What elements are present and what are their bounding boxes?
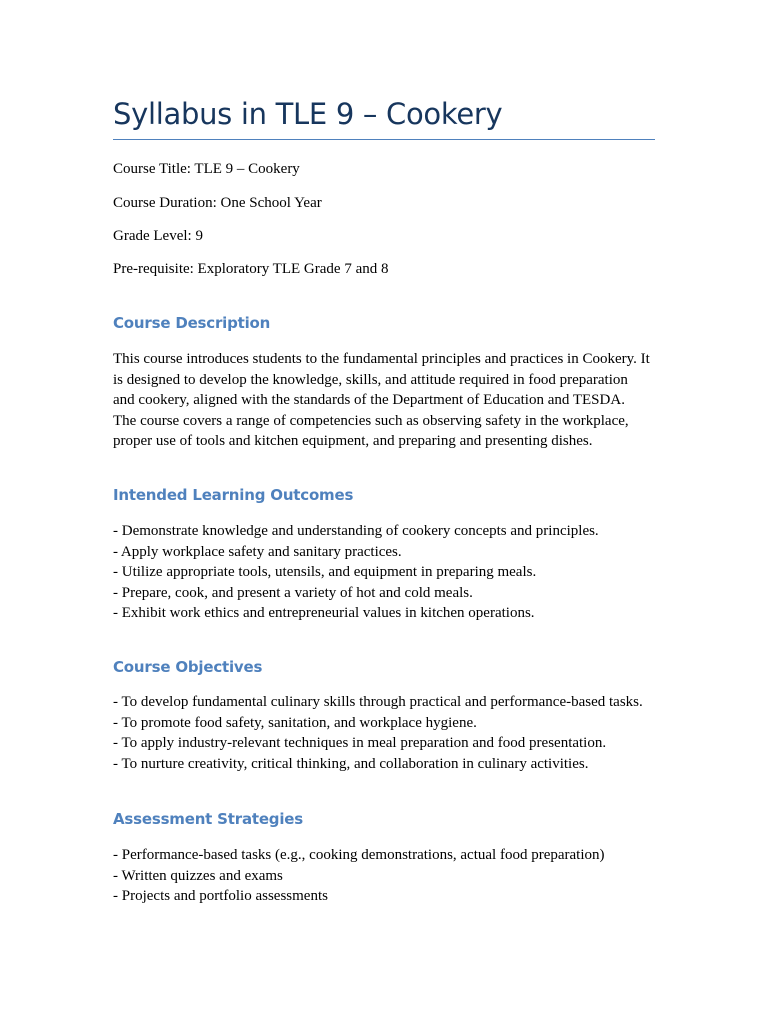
list-item: - Performance-based tasks (e.g., cooking demonstrations, actual food preparation) [113,847,605,863]
description-line: proper use of tools and kitchen equipment, and preparing and presenting dishes. [113,433,593,449]
learning-outcomes-list [113,521,599,624]
list-item: - Demonstrate knowledge and understanding of cookery concepts and principles. [113,523,599,539]
list-item: - Apply workplace safety and sanitary practices. [113,543,402,560]
list-item: - To promote food safety, sanitation, and workplace hygiene. [113,714,477,731]
list-item: - Projects and portfolio assessments [113,888,328,905]
list-item: - Utilize appropriate tools, utensils, and equipment in preparing meals. [113,564,537,581]
list-item: - To nurture creativity, critical thinking, and collaboration in culinary activities. [113,755,589,772]
list-item: - To develop fundamental culinary skills through practical and performance-based tasks. [113,694,643,710]
assessment-strategies-list [113,845,605,907]
prerequisite-line: Pre-requisite: Exploratory TLE Grade 7 and 8 [113,261,389,277]
course-objectives-heading: Course Objectives [113,658,263,676]
list-item: - Prepare, cook, and present a variety of hot and cold meals. [113,584,473,601]
list-item: - To apply industry-relevant techniques in meal preparation and food presentation. [113,735,607,752]
course-title-line: Course Title: TLE 9 – Cookery [113,161,300,177]
course-duration-line: Course Duration: One School Year [113,195,322,211]
document-title: Syllabus in TLE 9 – Cookery [113,97,503,131]
description-line: and cookery, aligned with the standards of the Department of Education and TESDA. [113,392,625,408]
learning-outcomes-heading: Intended Learning Outcomes [113,486,354,504]
list-item: - Exhibit work ethics and entrepreneurial values in kitchen operations. [113,605,535,622]
description-line: is designed to develop the knowledge, skills, and attitude required in food preparation [113,371,628,388]
title-underline [113,139,655,140]
list-item: - Written quizzes and exams [113,867,283,884]
course-objectives-list [113,692,643,774]
description-line: The course covers a range of competencies such as observing safety in the workplace, [113,412,629,429]
grade-level-line: Grade Level: 9 [113,228,203,244]
course-description-heading: Course Description [113,314,271,332]
assessment-strategies-heading: Assessment Strategies [113,810,303,828]
description-line: This course introduces students to the fundamental principles and practices in Cookery. It [113,351,650,367]
course-description-text [113,349,658,452]
